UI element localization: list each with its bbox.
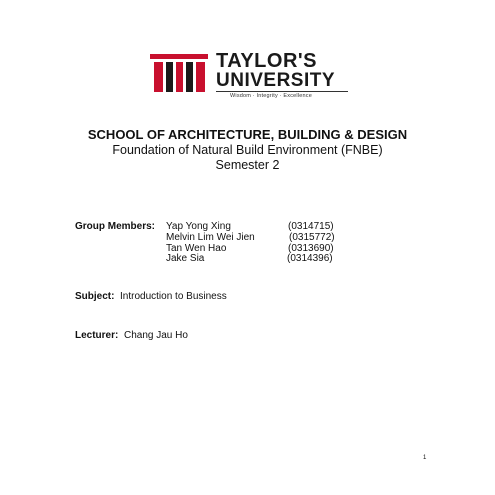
- member-id: (0315772): [289, 232, 335, 243]
- group-members-label: Group Members:: [75, 221, 156, 232]
- subject-value: Introduction to Business: [120, 291, 227, 302]
- university-logo: [150, 48, 350, 98]
- member-id: (0313690): [288, 243, 334, 254]
- logo-tagline: Wisdom · Integrity · Excellence: [230, 93, 312, 99]
- logo-divider: [216, 91, 348, 92]
- taylors-shield-icon: [150, 54, 208, 94]
- member-name: Yap Yong Xing: [166, 221, 231, 232]
- lecturer-label: Lecturer:: [75, 330, 119, 341]
- member-name: Tan Wen Hao: [166, 243, 227, 254]
- school-title: SCHOOL OF ARCHITECTURE, BUILDING & DESIGN: [87, 127, 408, 142]
- programme-title: Foundation of Natural Build Environment (FNBE): [112, 143, 383, 157]
- logo-wordmark-line2: UNIVERSITY: [216, 70, 336, 91]
- member-id: (0314715): [288, 221, 334, 232]
- lecturer-value: Chang Jau Ho: [124, 330, 188, 341]
- page-number: 1: [423, 455, 427, 461]
- member-name: Melvin Lim Wei Jien: [166, 232, 255, 243]
- semester-title: Semester 2: [215, 158, 280, 172]
- subject-label: Subject:: [75, 291, 115, 302]
- member-name: Jake Sia: [166, 253, 205, 264]
- logo-wordmark-line1: TAYLOR'S: [216, 50, 317, 72]
- member-id: (0314396): [287, 253, 333, 264]
